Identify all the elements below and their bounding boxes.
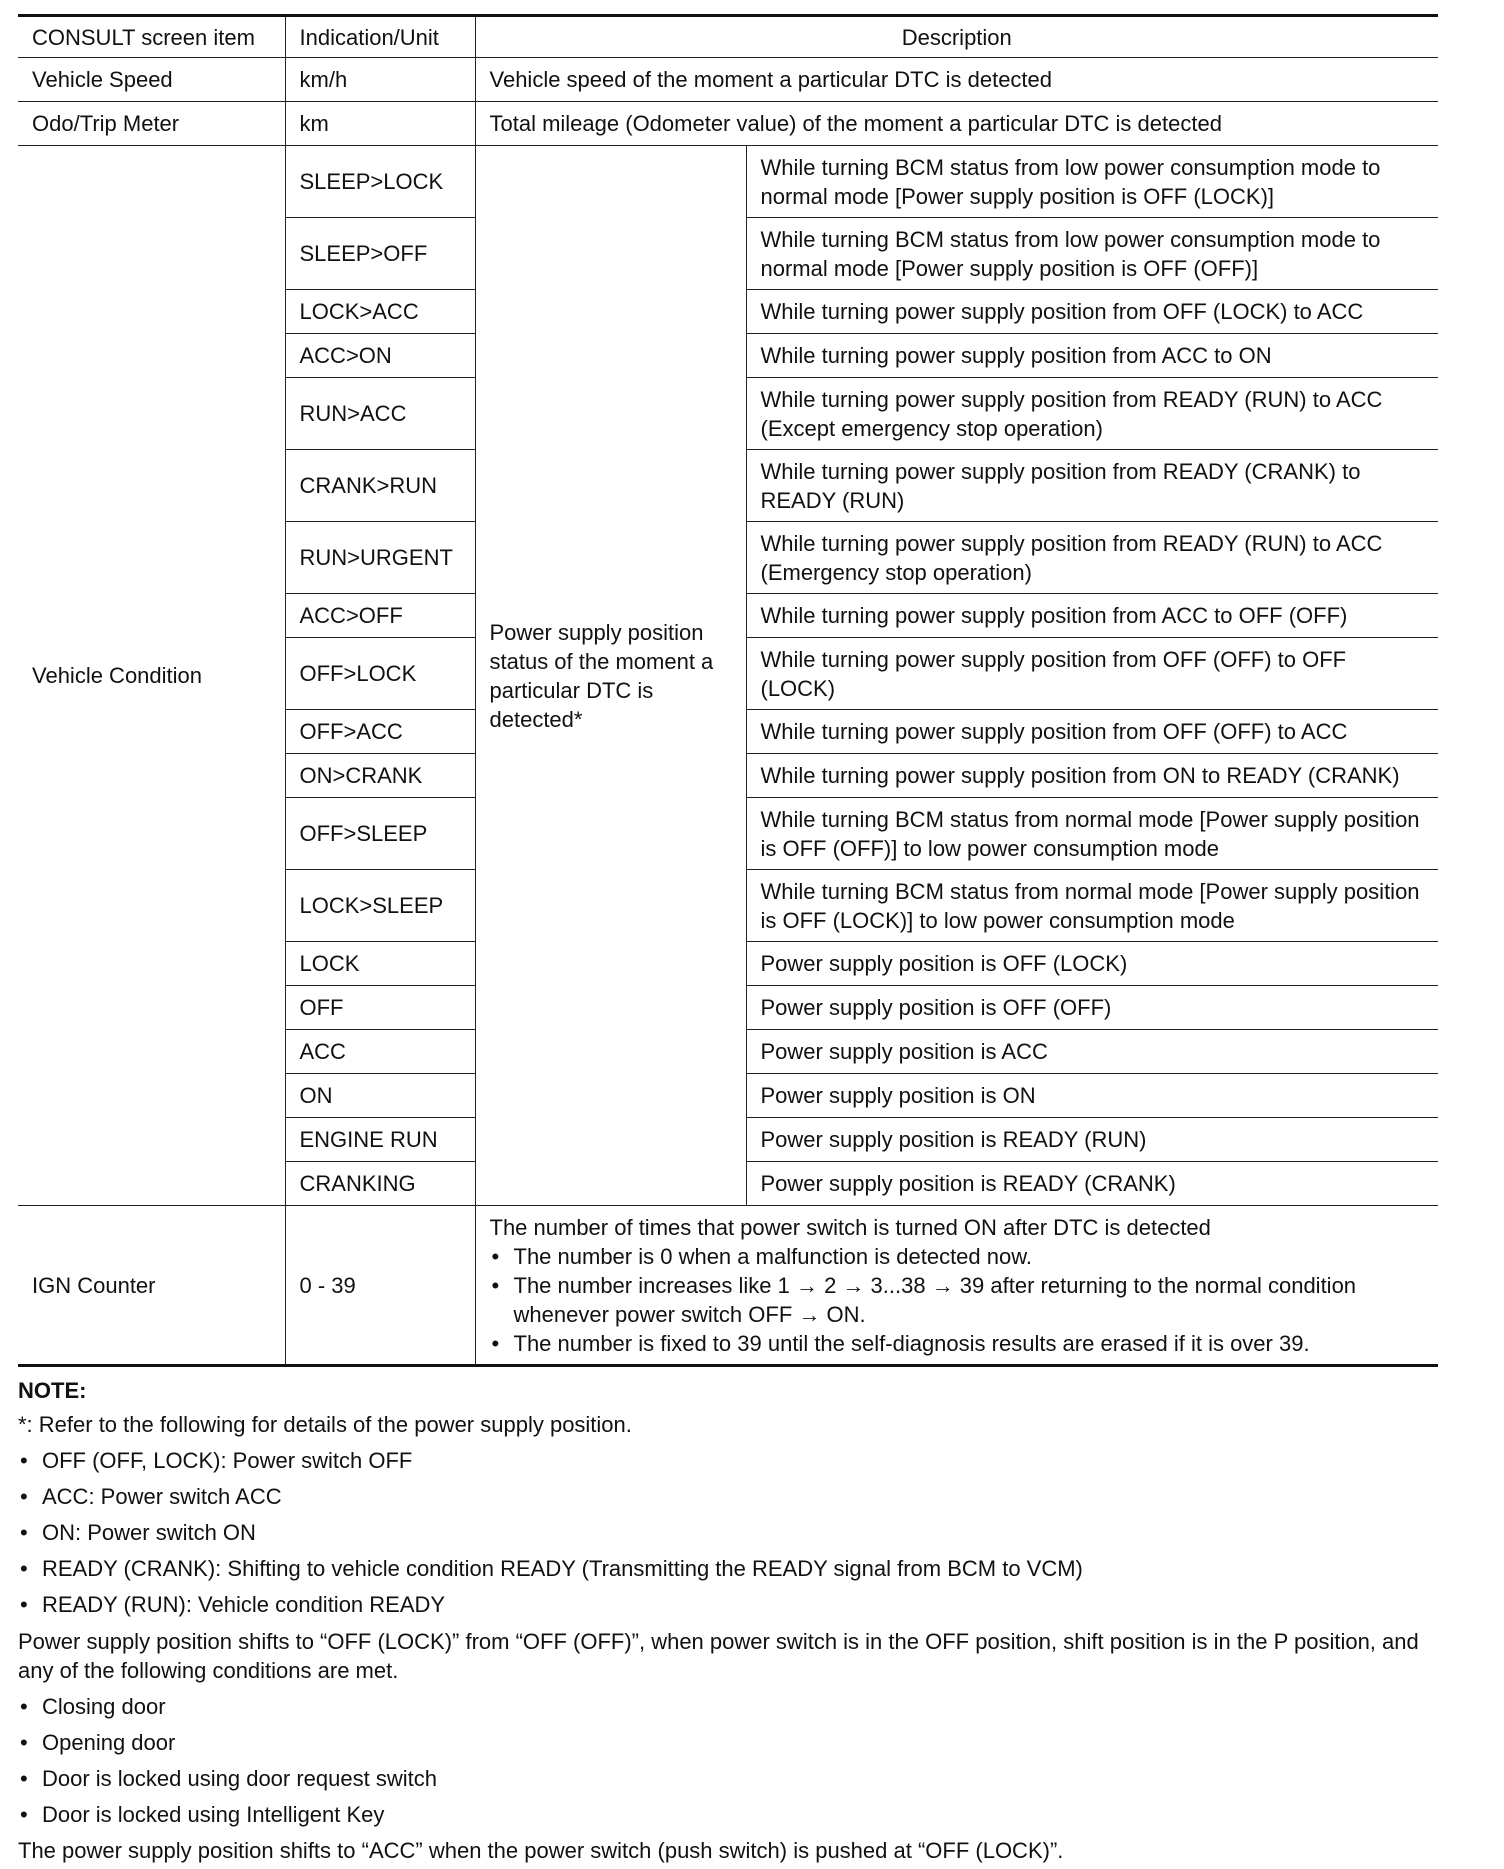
indication: ACC bbox=[285, 1030, 475, 1074]
description: Power supply position is OFF (OFF) bbox=[746, 986, 1438, 1030]
list-item: • OFF (OFF, LOCK): Power switch OFF bbox=[18, 1443, 1438, 1479]
indication: OFF>ACC bbox=[285, 710, 475, 754]
unit: 0 - 39 bbox=[285, 1206, 475, 1366]
col-header-description: Description bbox=[475, 16, 1438, 58]
ign-bullet-list bbox=[490, 1242, 1425, 1358]
description: While turning power supply position from READY (CRANK) to READY (RUN) bbox=[746, 450, 1438, 522]
description: While turning power supply position from OFF (LOCK) to ACC bbox=[746, 290, 1438, 334]
description: Power supply position is ON bbox=[746, 1074, 1438, 1118]
table-row bbox=[18, 102, 1438, 146]
indication: OFF bbox=[285, 986, 475, 1030]
unit: km/h bbox=[285, 58, 475, 102]
indication: ACC>ON bbox=[285, 334, 475, 378]
description: Power supply position is READY (RUN) bbox=[746, 1118, 1438, 1162]
description: Power supply position is ACC bbox=[746, 1030, 1438, 1074]
indication: RUN>ACC bbox=[285, 378, 475, 450]
description bbox=[475, 1206, 1438, 1366]
description: Total mileage (Odometer value) of the moment a particular DTC is detected bbox=[475, 102, 1438, 146]
description: While turning power supply position from ON to READY (CRANK) bbox=[746, 754, 1438, 798]
ign-intro: The number of times that power switch is turned ON after DTC is detected bbox=[489, 1214, 1211, 1240]
shift-paragraph: Power supply position shifts to “OFF (LOCK)” from “OFF (OFF)”, when power switch is in the OFF position, shift position is in the P position, and any of the following conditions are met. bbox=[18, 1629, 1419, 1683]
description: While turning BCM status from low power consumption mode to normal mode [Power supply position is OFF (OFF)] bbox=[746, 218, 1438, 290]
screen-item: Odo/Trip Meter bbox=[18, 102, 285, 146]
note-reference: *: Refer to the following for details of the power supply position. bbox=[18, 1412, 632, 1437]
list-item: • Door is locked using Intelligent Key bbox=[18, 1797, 1438, 1833]
list-item: • ON: Power switch ON bbox=[18, 1515, 1438, 1551]
power-position-list bbox=[18, 1443, 1438, 1623]
consult-table bbox=[18, 14, 1438, 1367]
col-header-screen-item: CONSULT screen item bbox=[18, 16, 285, 58]
unit: km bbox=[285, 102, 475, 146]
description: While turning power supply position from OFF (OFF) to ACC bbox=[746, 710, 1438, 754]
screen-item: Vehicle Speed bbox=[18, 58, 285, 102]
indication: OFF>LOCK bbox=[285, 638, 475, 710]
table-header-row bbox=[18, 16, 1438, 58]
note-title: NOTE: bbox=[18, 1378, 87, 1403]
indication: CRANKING bbox=[285, 1162, 475, 1206]
description: While turning power supply position from ACC to ON bbox=[746, 334, 1438, 378]
table-row bbox=[18, 58, 1438, 102]
indication: CRANK>RUN bbox=[285, 450, 475, 522]
indication: LOCK bbox=[285, 942, 475, 986]
indication: ON>CRANK bbox=[285, 754, 475, 798]
description: While turning power supply position from READY (RUN) to ACC (Emergency stop operation) bbox=[746, 522, 1438, 594]
conditions-list bbox=[18, 1689, 1438, 1833]
indication: ACC>OFF bbox=[285, 594, 475, 638]
indication: LOCK>SLEEP bbox=[285, 870, 475, 942]
list-item: • Door is locked using door request switch bbox=[18, 1761, 1438, 1797]
indication: OFF>SLEEP bbox=[285, 798, 475, 870]
indication: RUN>URGENT bbox=[285, 522, 475, 594]
list-item: • The number increases like 1 → 2 → 3...38 → 39 after returning to the normal condition whenever power switch OFF → ON. bbox=[490, 1271, 1425, 1329]
list-item: • The number is fixed to 39 until the self-diagnosis results are erased if it is over 39. bbox=[490, 1329, 1425, 1358]
indication: SLEEP>OFF bbox=[285, 218, 475, 290]
description: While turning power supply position from ACC to OFF (OFF) bbox=[746, 594, 1438, 638]
description: While turning BCM status from normal mode [Power supply position is OFF (OFF)] to low power consumption mode bbox=[746, 798, 1438, 870]
col-header-indication-unit: Indication/Unit bbox=[285, 16, 475, 58]
acc-paragraph: The power supply position shifts to “ACC” when the power switch (push switch) is pushed at “OFF (LOCK)”. bbox=[18, 1838, 1064, 1863]
list-item: • Opening door bbox=[18, 1725, 1438, 1761]
description: Vehicle speed of the moment a particular DTC is detected bbox=[475, 58, 1438, 102]
list-item: • Closing door bbox=[18, 1689, 1438, 1725]
description: Power supply position is READY (CRANK) bbox=[746, 1162, 1438, 1206]
screen-item: IGN Counter bbox=[18, 1206, 285, 1366]
description: While turning power supply position from READY (RUN) to ACC (Except emergency stop operation) bbox=[746, 378, 1438, 450]
description: While turning power supply position from OFF (OFF) to OFF (LOCK) bbox=[746, 638, 1438, 710]
list-item: • ACC: Power switch ACC bbox=[18, 1479, 1438, 1515]
indication: ENGINE RUN bbox=[285, 1118, 475, 1162]
list-item: • The number is 0 when a malfunction is detected now. bbox=[490, 1242, 1425, 1271]
indication: ON bbox=[285, 1074, 475, 1118]
notes-section bbox=[18, 1375, 1438, 1869]
list-item: • READY (CRANK): Shifting to vehicle condition READY (Transmitting the READY signal from BCM to VCM) bbox=[18, 1551, 1438, 1587]
indication: SLEEP>LOCK bbox=[285, 146, 475, 218]
table-row-ign-counter bbox=[18, 1206, 1438, 1366]
screen-item: Vehicle Condition bbox=[18, 146, 285, 1206]
power-supply-status-description: Power supply position status of the moment a particular DTC is detected* bbox=[475, 146, 746, 1206]
description: While turning BCM status from normal mode [Power supply position is OFF (LOCK)] to low power consumption mode bbox=[746, 870, 1438, 942]
document bbox=[18, 14, 1438, 1869]
list-item: • READY (RUN): Vehicle condition READY bbox=[18, 1587, 1438, 1623]
vehicle-condition-row bbox=[18, 146, 1438, 218]
description: While turning BCM status from low power consumption mode to normal mode [Power supply position is OFF (LOCK)] bbox=[746, 146, 1438, 218]
description: Power supply position is OFF (LOCK) bbox=[746, 942, 1438, 986]
indication: LOCK>ACC bbox=[285, 290, 475, 334]
